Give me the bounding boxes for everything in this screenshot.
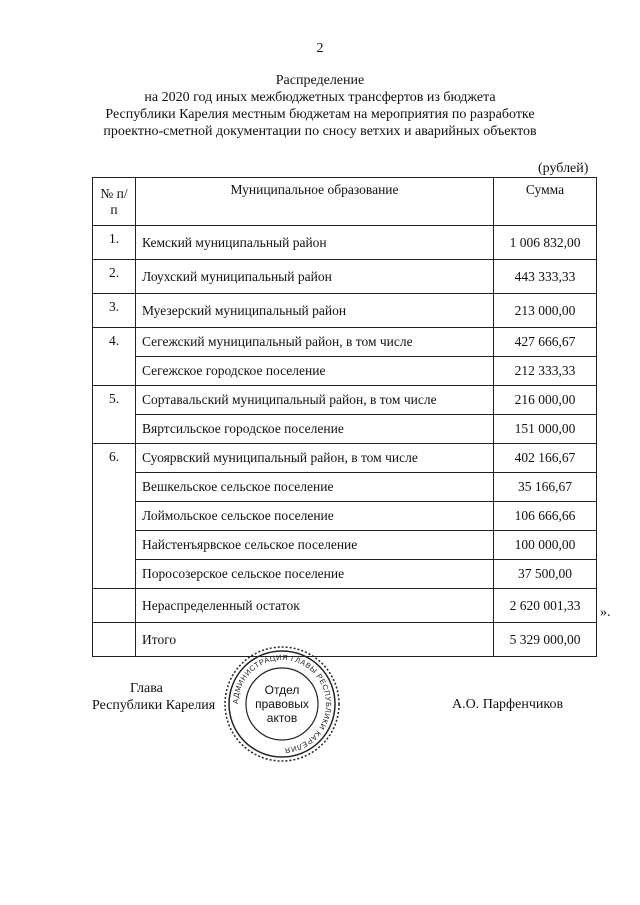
table-row [93,444,597,473]
row-num: 3. [93,294,136,328]
row-num [93,589,136,623]
header-num: № п/п [93,178,136,226]
row-sum: 35 166,67 [494,473,597,502]
table-row [93,260,597,294]
title-line: проектно-сметной документации по сносу ветхих и аварийных объектов [103,124,537,139]
document-title [60,72,580,140]
row-sum: 5 329 000,00 [494,623,597,657]
distribution-table [92,177,597,657]
row-sum: 151 000,00 [494,415,597,444]
row-name: Кемский муниципальный район [136,226,494,260]
table-row [93,473,597,502]
row-sum: 100 000,00 [494,531,597,560]
stamp-line: актов [266,711,298,725]
row-sum: 216 000,00 [494,386,597,415]
table-row [93,589,597,623]
table-row [93,357,597,386]
title-line: Распределение [275,73,365,88]
row-name: Итого [136,623,494,657]
table-row [93,415,597,444]
signer-title-line1: Глава [130,681,163,696]
row-num: 1. [93,226,136,260]
row-name: Лоймольское сельское поселение [136,502,494,531]
signer-name: А.О. Парфенчиков [452,697,564,712]
title-line: Республики Карелия местным бюджетам на мероприятия по разработке [105,107,535,122]
closing-quote: ». [600,605,611,620]
row-name: Муезерский муниципальный район [136,294,494,328]
table-row [93,226,597,260]
row-sum: 213 000,00 [494,294,597,328]
row-name: Сегежское городское поселение [136,357,494,386]
row-name: Сортавальский муниципальный район, в том числе [136,386,494,415]
row-sum: 402 166,67 [494,444,597,473]
table-row [93,502,597,531]
row-name: Найстенъярвское сельское поселение [136,531,494,560]
currency-unit: (рублей) [538,161,589,176]
row-num: 2. [93,260,136,294]
row-num: 4. [93,328,136,386]
row-sum: 37 500,00 [494,560,597,589]
row-sum: 2 620 001,33 [494,589,597,623]
page-number: 2 [316,41,324,56]
row-name: Вяртсильское городское поселение [136,415,494,444]
table-row [93,560,597,589]
stamp-ring-text: АДМИНИСТРАЦИЯ ГЛАВЫ РЕСПУБЛИКИ КАРЕЛИЯ [230,652,334,755]
row-sum: 1 006 832,00 [494,226,597,260]
header-name: Муниципальное образование [136,178,494,226]
row-sum: 427 666,67 [494,328,597,357]
row-name: Нераспределенный остаток [136,589,494,623]
row-name: Поросозерское сельское поселение [136,560,494,589]
title-line: на 2020 год иных межбюджетных трансфертов из бюджета [144,90,496,105]
row-num: 6. [93,444,136,589]
row-sum: 106 666,66 [494,502,597,531]
row-name: Сегежский муниципальный район, в том числе [136,328,494,357]
table-header-row [93,178,597,226]
row-sum: 443 333,33 [494,260,597,294]
table-row [93,328,597,357]
stamp-seal-icon [222,644,342,764]
header-sum: Сумма [494,178,597,226]
table-row [93,531,597,560]
row-sum: 212 333,33 [494,357,597,386]
table-row [93,386,597,415]
signer-title [92,680,215,714]
signer-title-line2: Республики Карелия [92,698,216,713]
official-stamp [222,644,342,764]
row-name: Вешкельское сельское поселение [136,473,494,502]
row-name: Суоярвский муниципальный район, в том числе [136,444,494,473]
row-name: Лоухский муниципальный район [136,260,494,294]
row-num: 5. [93,386,136,444]
stamp-line: Отдел [264,683,300,697]
table-row-total [93,623,597,657]
row-num [93,623,136,657]
stamp-line: правовых [255,697,309,711]
table-row [93,294,597,328]
